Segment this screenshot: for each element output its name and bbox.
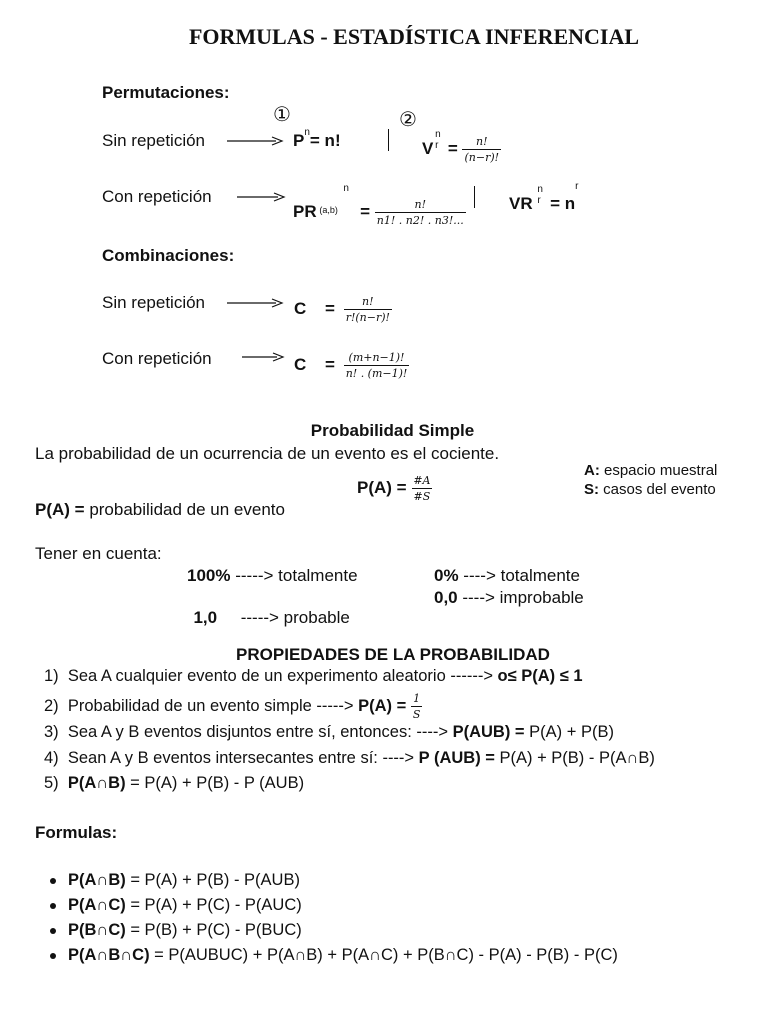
v-sup: n <box>435 129 441 140</box>
comb-sin-formula <box>294 287 392 325</box>
pr-fraction <box>375 198 466 227</box>
vr-sup: n <box>537 184 543 195</box>
pa-den: #S <box>413 490 431 504</box>
bullet-icon <box>50 903 56 909</box>
pa-def-key: P(A) = <box>35 500 85 519</box>
formula-item <box>50 946 618 965</box>
v-fraction <box>462 135 501 164</box>
legend-a <box>584 462 717 479</box>
list-item <box>44 723 614 742</box>
bullet-icon <box>50 928 56 934</box>
v-symbol: V <box>422 139 434 158</box>
vr-symbol: VR <box>509 194 533 213</box>
note-row1-left <box>187 566 358 586</box>
legend-s-desc: casos del evento <box>599 481 716 498</box>
item-bold: P(AUB) = <box>452 723 525 741</box>
comb-con-den: n! . (m−1)! <box>345 367 408 381</box>
v-sub: r <box>435 140 439 151</box>
pr-symbol: PR <box>293 202 317 221</box>
formula-item <box>50 871 300 890</box>
list-item <box>44 692 422 721</box>
formula-bold: P(A∩B∩C) <box>68 946 150 964</box>
item-bold: o≤ P(A) ≤ 1 <box>497 667 583 685</box>
note-row2-left <box>184 588 350 628</box>
v-den: (n−r)! <box>464 151 500 165</box>
comb-con-fraction <box>344 351 410 380</box>
comb-con-formula <box>294 343 409 381</box>
perm-p-sup: n <box>304 127 310 138</box>
vr-eq: = n <box>550 194 576 213</box>
comb-sin-label: Sin repetición <box>102 293 206 312</box>
note-1-0: 1,0 <box>193 608 218 627</box>
item-bold: P (AUB) = <box>418 749 495 767</box>
legend-s-key: S: <box>584 481 599 498</box>
comb-con-label: Con repetición <box>102 349 212 368</box>
item-fraction <box>411 692 423 721</box>
pr-num: n! <box>414 197 427 211</box>
arrow-right-icon <box>226 134 284 148</box>
formula-item <box>50 921 302 940</box>
note-100: 100% <box>187 566 231 585</box>
item-number: 4) <box>44 749 59 767</box>
separator <box>474 186 475 208</box>
perm-sin-formula <box>293 127 341 151</box>
note-0-0: 0,0 <box>434 588 458 607</box>
page-title: FORMULAS - ESTADÍSTICA INFERENCIAL <box>188 24 640 49</box>
comb-sin-num: n! <box>362 295 374 308</box>
arrow-right-icon <box>236 190 286 204</box>
item-text: Sean A y B eventos intersecantes entre sí: ----> <box>67 749 419 767</box>
pr-eq: = <box>360 202 371 221</box>
item-bold: P(A∩B) <box>67 774 126 792</box>
perm-sin-label: Sin repetición <box>102 131 206 150</box>
formulas-heading: Formulas: <box>35 823 118 842</box>
probabilidad-simple-heading: Probabilidad Simple <box>310 421 475 440</box>
permutaciones-heading: Permutaciones: <box>102 83 230 102</box>
perm-con-label: Con repetición <box>102 187 212 206</box>
legend-a-desc: espacio muestral <box>599 462 718 479</box>
note-improbable: ----> improbable <box>457 588 584 607</box>
item-frac-num: 1 <box>413 692 421 705</box>
arrow-right-icon <box>241 350 285 364</box>
item-rest: = P(A) + P(B) - P (AUB) <box>125 774 305 792</box>
vr-exp: r <box>575 181 579 192</box>
item-text: Probabilidad de un evento simple -----> <box>67 697 359 716</box>
comb-sin-c: C <box>294 299 307 319</box>
pr-formula <box>293 179 466 228</box>
comb-sin-den: r!(n−r)! <box>345 311 390 325</box>
circled-one: ① <box>273 104 291 126</box>
legend-s <box>584 481 716 498</box>
vr-formula <box>509 180 579 213</box>
comb-sin-eq: = <box>325 299 335 319</box>
note-probable: -----> probable <box>217 608 350 627</box>
pr-sup: n <box>343 183 349 194</box>
perm-p-symbol: P <box>293 131 305 150</box>
formula-rest: = P(A) + P(C) - P(AUC) <box>125 896 302 914</box>
item-number: 1) <box>44 667 59 685</box>
item-number: 5) <box>44 774 59 792</box>
note-totalmente: -----> totalmente <box>230 566 358 585</box>
formula-rest: = P(AUBUC) + P(A∩B) + P(A∩C) + P(B∩C) - P(A) - P(B) - P(C) <box>149 946 618 964</box>
v-num: n! <box>476 134 488 148</box>
pa-lhs: P(A) = <box>357 478 407 498</box>
tener-en-cuenta: Tener en cuenta: <box>35 544 162 563</box>
note-totalmente: ----> totalmente <box>458 566 580 585</box>
formula-bold: P(A∩B) <box>68 871 126 889</box>
item-text: Sea A y B eventos disjuntos entre sí, entonces: ----> <box>67 723 453 741</box>
separator <box>388 129 389 151</box>
item-number: 3) <box>44 723 59 741</box>
probabilidad-definition: La probabilidad de un ocurrencia de un evento es el cociente. <box>35 444 500 463</box>
variacion-formula <box>422 124 501 165</box>
formula-bold: P(B∩C) <box>68 921 126 939</box>
v-eq: = <box>447 139 458 158</box>
legend-a-key: A: <box>584 462 600 479</box>
propiedades-heading: PROPIEDADES DE LA PROBABILIDAD <box>236 645 550 664</box>
list-item <box>44 774 304 793</box>
circled-two: ② <box>399 109 417 131</box>
pr-sub: (a,b) <box>319 205 338 215</box>
formula-bold: P(A∩C) <box>68 896 126 914</box>
pa-definition <box>35 500 285 520</box>
item-bold: P(A) = <box>358 697 407 716</box>
comb-con-num: (m+n−1)! <box>348 351 405 364</box>
comb-sin-fraction <box>344 295 392 324</box>
pa-formula <box>357 466 433 504</box>
pa-fraction <box>411 474 432 503</box>
list-item <box>44 749 655 768</box>
arrow-right-icon <box>226 296 284 310</box>
item-text: Sea A cualquier evento de un experimento aleatorio ------> <box>67 667 498 685</box>
item-rest: P(A) + P(B) <box>524 723 614 741</box>
perm-p-eq: = n! <box>309 131 341 150</box>
note-0: 0% <box>434 566 459 585</box>
list-item <box>44 667 583 686</box>
pa-def-desc: probabilidad de un evento <box>84 500 285 519</box>
pr-den: n1! . n2! . n3!... <box>376 214 464 228</box>
combinaciones-heading: Combinaciones: <box>102 246 235 265</box>
note-row2-right <box>434 588 584 608</box>
comb-con-eq: = <box>325 355 335 375</box>
note-row1-right <box>434 566 580 586</box>
comb-con-c: C <box>294 355 307 375</box>
formula-item <box>50 896 302 915</box>
item-rest: P(A) + P(B) - P(A∩B) <box>494 749 655 767</box>
bullet-icon <box>50 878 56 884</box>
vr-sub: r <box>537 195 541 206</box>
item-number: 2) <box>44 697 59 716</box>
pa-num: #A <box>413 474 431 487</box>
item-frac-den: S <box>412 708 421 722</box>
formula-rest: = P(A) + P(B) - P(AUB) <box>125 871 300 889</box>
formula-rest: = P(B) + P(C) - P(BUC) <box>125 921 302 939</box>
bullet-icon <box>50 953 56 959</box>
